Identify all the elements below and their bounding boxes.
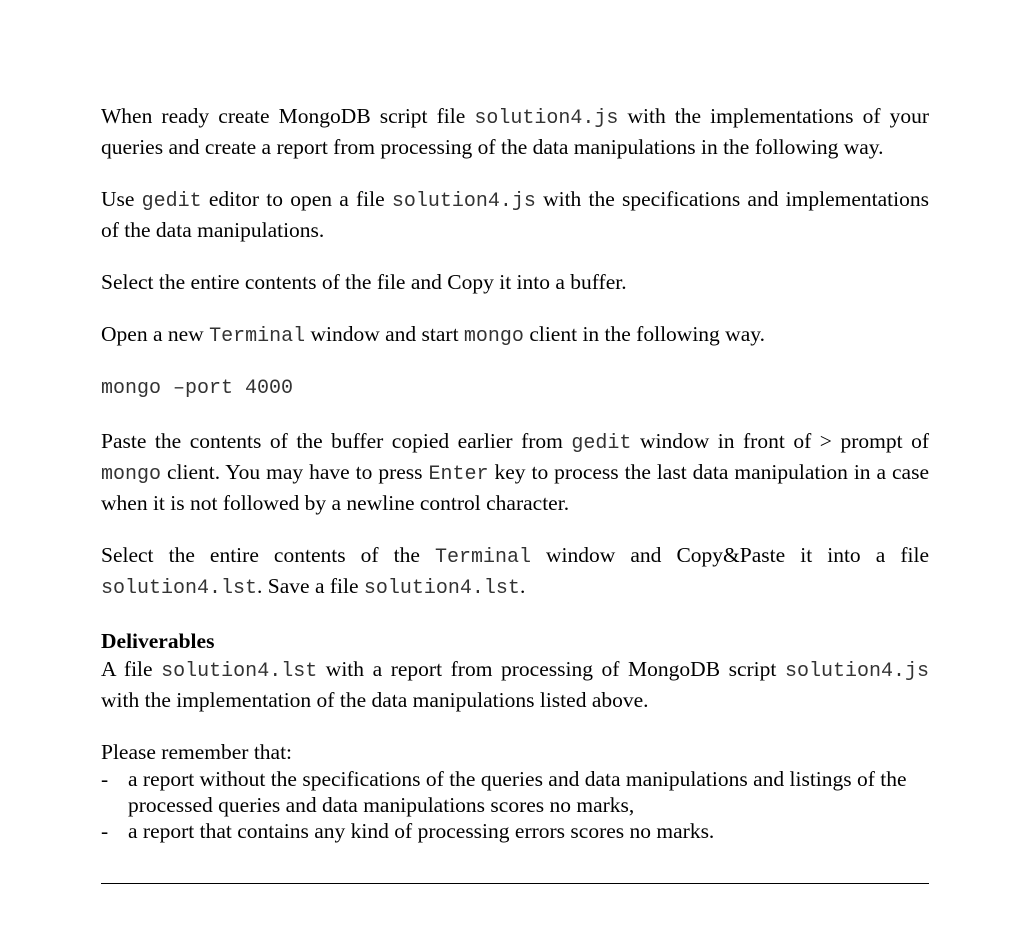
text: with the implementation of the data manipulations listed above. [101,688,649,712]
horizontal-rule [101,883,929,884]
text: Open a new [101,322,210,346]
dash-bullet: - [101,767,109,791]
filename-code: solution4.js [784,660,929,683]
text: window and start [305,322,464,346]
filename-code: solution4.lst [161,660,318,683]
text: window and Copy&Paste it into a file [530,543,929,567]
text: with a report from processing of MongoDB script [317,657,785,681]
enter-key-code: Enter [428,463,489,486]
list-item [101,766,929,818]
text: key to process the last data manipulation in a case when it is not followed by a newline control character. [101,460,930,515]
paragraph-open-terminal [101,320,929,351]
text: Select the entire contents of the [101,543,435,567]
text: Select the entire contents of the file and Copy it into a buffer. [101,270,627,294]
deliverables-heading: Deliverables [101,629,215,653]
dash-bullet: - [101,819,109,843]
paragraph-paste-contents [101,427,929,517]
list-item-text: a report without the specifications of the queries and data manipulations and listings of the processed queries and data manipulations scores no marks, [128,767,907,817]
editor-code: gedit [571,432,632,455]
command-line: mongo –port 4000 [101,377,294,400]
list-item-text: a report that contains any kind of processing errors scores no marks. [128,819,715,843]
document-body [101,102,929,844]
terminal-code: Terminal [209,325,306,348]
remember-list [101,766,929,844]
text: . Save a file [257,574,364,598]
remember-intro: Please remember that: [101,740,293,764]
filename-code: solution4.js [391,190,536,213]
paragraph-create-script [101,102,929,161]
text: Paste the contents of the buffer copied earlier from [101,429,572,453]
text: with the implementations of your queries and create a report from processing of the data manipulations in the following way. [101,104,929,159]
text: window in front of > prompt of [631,429,929,453]
paragraph-use-gedit [101,185,929,244]
filename-code: solution4.lst [101,577,258,600]
paragraph-deliverables [101,655,929,714]
text: client in the following way. [523,322,765,346]
text: editor to open a file [201,187,392,211]
text: with the specifications and implementations of the data manipulations. [101,187,929,242]
filename-code: solution4.lst [363,577,520,600]
text: When ready create MongoDB script file [101,104,475,128]
terminal-code: Terminal [434,546,531,569]
text: Use [101,187,142,211]
text: . [519,574,526,598]
text: client. You may have to press [161,460,429,484]
text: A file [101,657,162,681]
mongo-code: mongo [463,325,524,348]
paragraph-select-copy [101,268,929,296]
mongo-code: mongo [101,463,162,486]
list-item [101,818,929,844]
editor-code: gedit [141,190,202,213]
paragraph-save-listing [101,541,929,603]
filename-code: solution4.js [474,107,619,130]
